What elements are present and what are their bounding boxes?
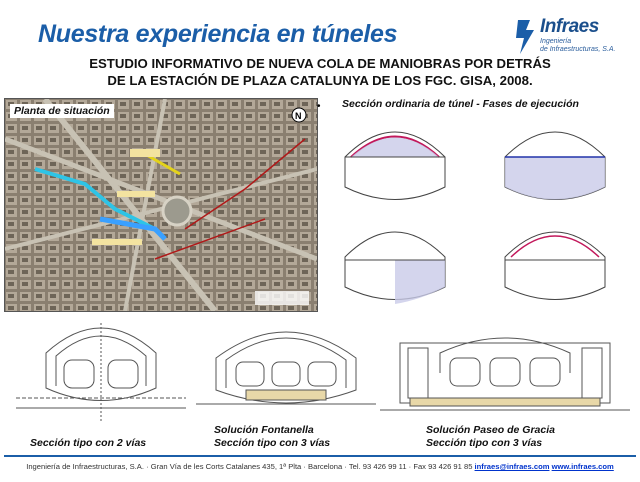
aerial-map-image [5,99,317,311]
section-fontanella-drawing [196,318,376,422]
map-label: Planta de situación [10,104,114,118]
svg-text:N: N [295,111,302,121]
footer-email-link[interactable]: infraes@infraes.com [474,462,550,471]
section-2-vias-drawing [6,318,196,430]
caption-fontanella-title: Solución Fontanella [214,424,314,436]
logo-tagline [540,38,625,54]
footer-web-link[interactable]: www.infraes.com [551,462,614,471]
location-map [4,98,318,312]
footer-address: Gran Vía de les Corts Catalanes 435, 1ª Plta · Barcelona [150,462,343,471]
footer-tel: Tel. 93 426 99 11 [348,462,407,471]
logo-tagline-line2: de Infraestructuras, S.A. [540,46,616,53]
caption-fontanella-subtitle: Sección tipo con 3 vías [214,437,331,449]
phase-3-section [345,232,445,304]
page-title: Nuestra experiencia en túneles [38,20,398,48]
footer-fax: Fax 93 426 91 85 [413,462,473,471]
tunnel-phases-drawing [325,112,635,312]
phase-2-section [505,132,605,200]
caption-dos-vias: Sección tipo con 2 vías [30,437,147,449]
bullet-mark: • [317,101,321,112]
phase-1-section [345,132,445,200]
subtitle-line-2: DE LA ESTACIÓN DE PLAZA CATALUNYA DE LOS FGC. GISA, 2008. [107,73,533,88]
caption-seccion-ordinaria: Sección ordinaria de túnel - Fases de ejecución [342,98,579,110]
infraes-logo [512,14,627,58]
subtitle-line-1: ESTUDIO INFORMATIVO DE NUEVA COLA DE MANIOBRAS POR DETRÁS [89,56,551,71]
footer-company: Ingeniería de Infraestructuras, S.A. [26,462,144,471]
caption-paseo-title: Solución Paseo de Gracia [426,424,555,436]
footer: Ingeniería de Infraestructuras, S.A. · Gran Vía de les Corts Catalanes 435, 1ª Plta · Barcelona · Tel. 93 426 99 11 · Fax 93 426 91 85 infraes@infraes.com www.infraes.com [26,462,614,471]
infraes-logo-icon [512,16,540,56]
section-paseo-gracia-drawing [380,318,630,422]
logo-name: Infraes [540,16,599,37]
phase-4-section [505,232,605,300]
caption-paseo-subtitle: Sección tipo con 3 vías [426,437,543,449]
logo-tagline-line1: Ingeniería [540,38,572,45]
footer-divider [4,455,636,457]
